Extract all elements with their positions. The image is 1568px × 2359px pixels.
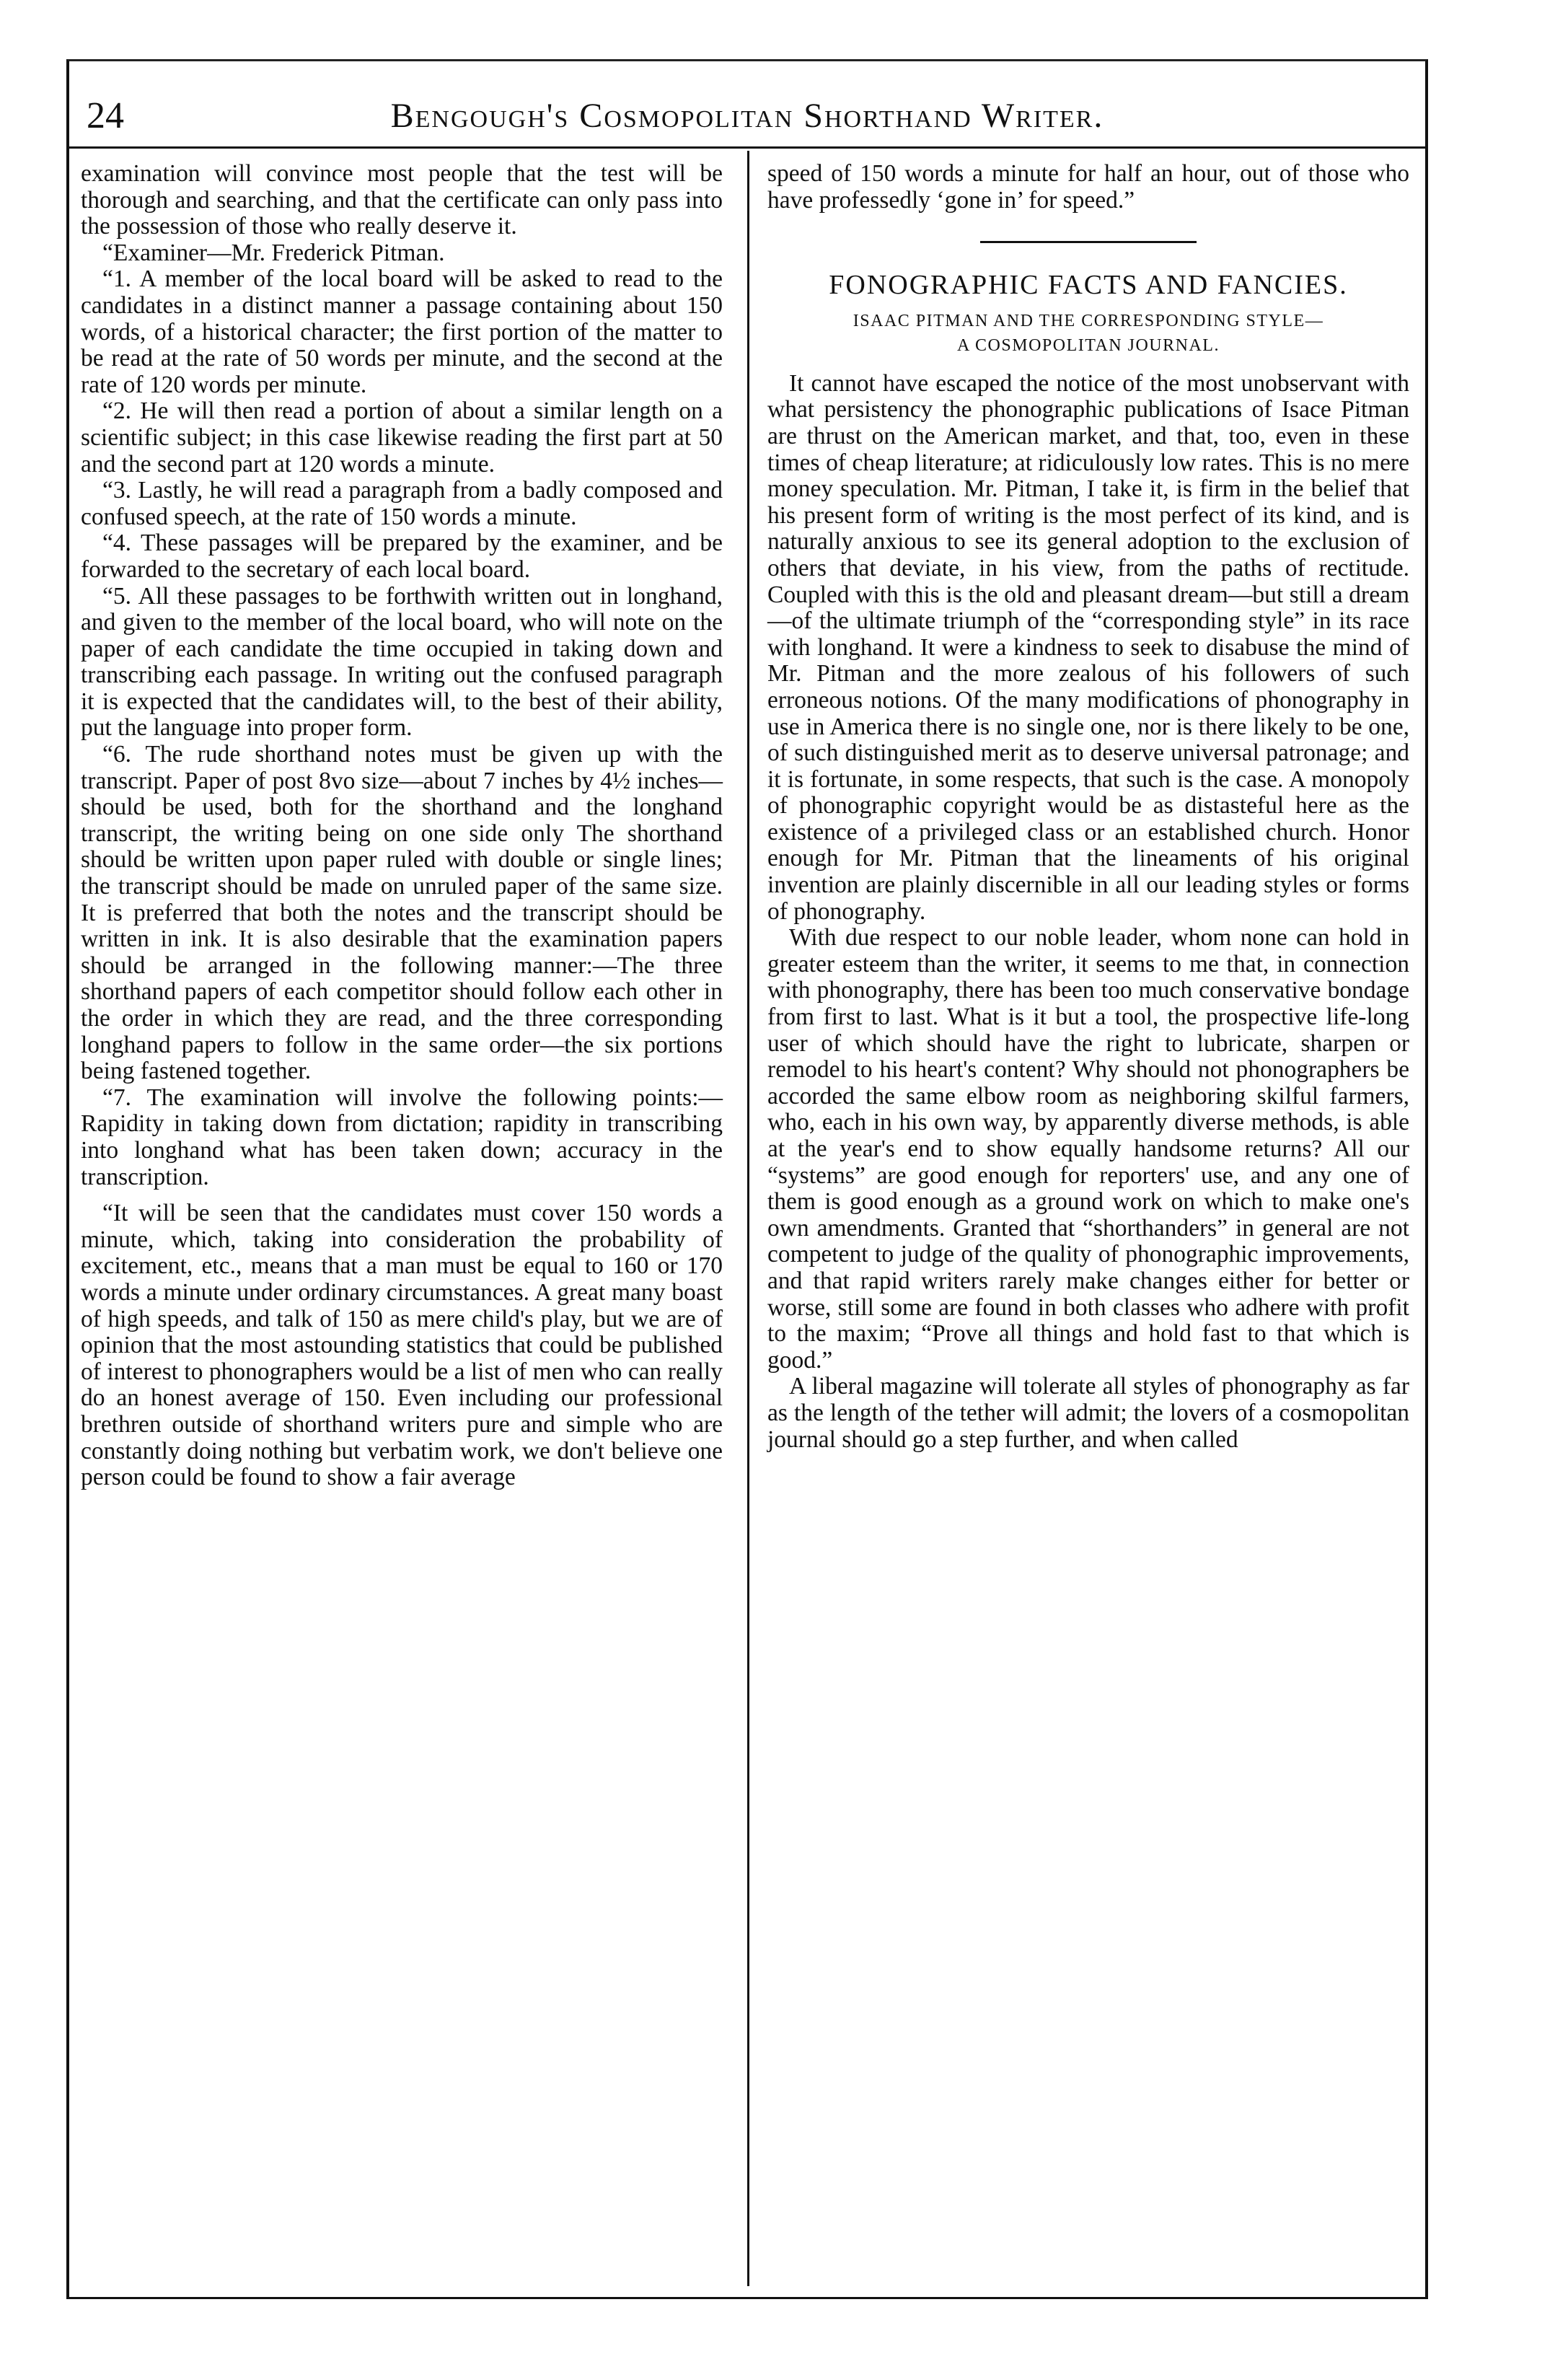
paragraph: “3. Lastly, he will read a paragraph from a badly composed and confused speech, at the rate of 150 words a minute. [81,477,723,530]
subheading-line: A COSMOPOLITAN JOURNAL. [957,335,1220,355]
paragraph: A liberal magazine will tolerate all styles of phonography as far as the length of the tether will admit; the lovers of a cosmopolitan journal should go a step further, and when called [767,1373,1409,1453]
left-column [81,161,723,1491]
right-column [767,161,1409,1453]
paragraph: “Examiner—Mr. Frederick Pitman. [102,239,445,266]
paragraph: “5. All these passages to be forthwith written out in longhand, and given to the member of the local board, who will note on the paper of each candidate the time occupied in taking down and transcribing each passage. In writing out the confused paragraph it is expected that the candidates will, to the best of their ability, put the language into proper form. [81,582,723,742]
subheading-line: ISAAC PITMAN AND THE CORRESPONDING STYLE— [853,311,1324,330]
running-title: Bengough's Cosmopolitan Shorthand Writer. [390,97,1104,135]
section-subheading [767,309,1409,358]
paragraph: “1. A member of the local board will be asked to read to the candidates in a distinct manner a passage containing about 150 words, of a historical character; the first portion of the matter to be read at the rate of 50 words per minute, and the second at the rate of 120 words per minute. [81,265,723,398]
column-divider [747,151,749,2286]
paragraph: “7. The examination will involve the following points:—Rapidity in taking down from dictation; rapidity in transcribing into longhand what has been taken down; accuracy in the transcription. [81,1084,723,1190]
paragraph: “6. The rude shorthand notes must be given up with the transcript. Paper of post 8vo size—about 7 inches by 4½ inches—should be used, both for the shorthand and the longhand transcript, the writing being on one side only The shorthand should be written upon paper ruled with double or single lines; the transcript should be made on unruled paper of the same size. It is preferred that both the notes and the transcript should be written in ink. It is also desirable that the examination papers should be arranged in the following manner:—The three shorthand papers of each competitor should follow each other in the order in which they are read, and the three corresponding longhand papers to follow in the same order—the six portions being fastened together. [81,741,723,1085]
paragraph: With due respect to our noble leader, whom none can hold in greater esteem than the writer, it seems to me that, in connection with phonography, there has been too much conservative bondage from first to last. What is it but a tool, the prospective life-long user of which should have the right to lubricate, sharpen or remodel to his heart's content? Why should not phonographers be accorded the same elbow room as neighboring skilful farmers, who, each in his own way, by apparently diverse methods, is able at the year's end to show equally handsome returns? All our “systems” are good enough for reporters' use, and any one of them is good enough as a ground work on which to make one's own amendments. Granted that “shorthanders” in general are not competent to judge of the quality of phonographic improvements, and that rapid writers rarely make changes either for better or worse, still some are found in both classes who adhere with profit to the maxim; “Prove all things and hold fast to that which is good.” [767,924,1409,1374]
paragraph: “2. He will then read a portion of about a similar length on a scientific subject; in this case likewise reading the first part at 50 and the second part at 120 words a minute. [81,397,723,478]
paragraph: “It will be seen that the candidates must cover 150 words a minute, which, taking into consideration the probability of excitement, etc., means that a man must be equal to 160 or 170 words a minute under ordinary circumstances. A great many boast of high speeds, and talk of 150 as mere child's play, but we are of opinion that the most astounding statistics that could be published of interest to phonographers would be a list of men who can really do an honest average of 150. Even including our professional brethren outside of shorthand writers pure and simple who are constantly doing nothing but verbatim work, we don't believe one person could be found to show a fair average [81,1200,723,1491]
paragraph: “4. These passages will be prepared by the examiner, and be forwarded to the secretary of each local board. [81,530,723,583]
bottom-rule [69,2297,1425,2299]
page-frame [66,59,1428,2299]
section-title: FONOGRAPHIC FACTS AND FANCIES. [829,270,1348,301]
paragraph: It cannot have escaped the notice of the most unobservant with what persistency the phonographic publications of Isace Pitman are thrust on the American market, and that, too, even in these times of cheap literature; at ridiculously low rates. This is no mere money speculation. Mr. Pitman, I take it, is firm in the belief that his present form of writing is the most perfect of its kind, and is naturally anxious to see its general adoption to the exclusion of others that deviate, in his view, from the paths of rectitude. Coupled with this is the old and pleasant dream—but still a dream—of the ultimate triumph of the “corresponding style” in its race with longhand. It were a kindness to seek to disabuse the mind of Mr. Pitman and the more zealous of his followers of such erroneous notions. Of the many modifications of phonography in use in America there is no single one, nor is there likely to be one, of such distinguished merit as to deserve universal patronage; and it is fortunate, in some respects, that such is the case. A monopoly of phonographic copyright would be as distasteful here as the existence of a privileged class or an established church. Honor enough for Mr. Pitman that the lineaments of his original invention are plainly discernible in all our leading styles or forms of phonography. [767,369,1409,925]
section-rule [980,241,1197,243]
page-number: 24 [87,95,124,136]
paragraph: examination will convince most people that the test will be thorough and searching, and that the certificate can only pass into the possession of those who really deserve it. [81,160,723,240]
lead-paragraph: speed of 150 words a minute for half an hour, out of those who have professedly ‘gone in’ for speed.” [767,160,1409,214]
page-header [69,61,1425,149]
